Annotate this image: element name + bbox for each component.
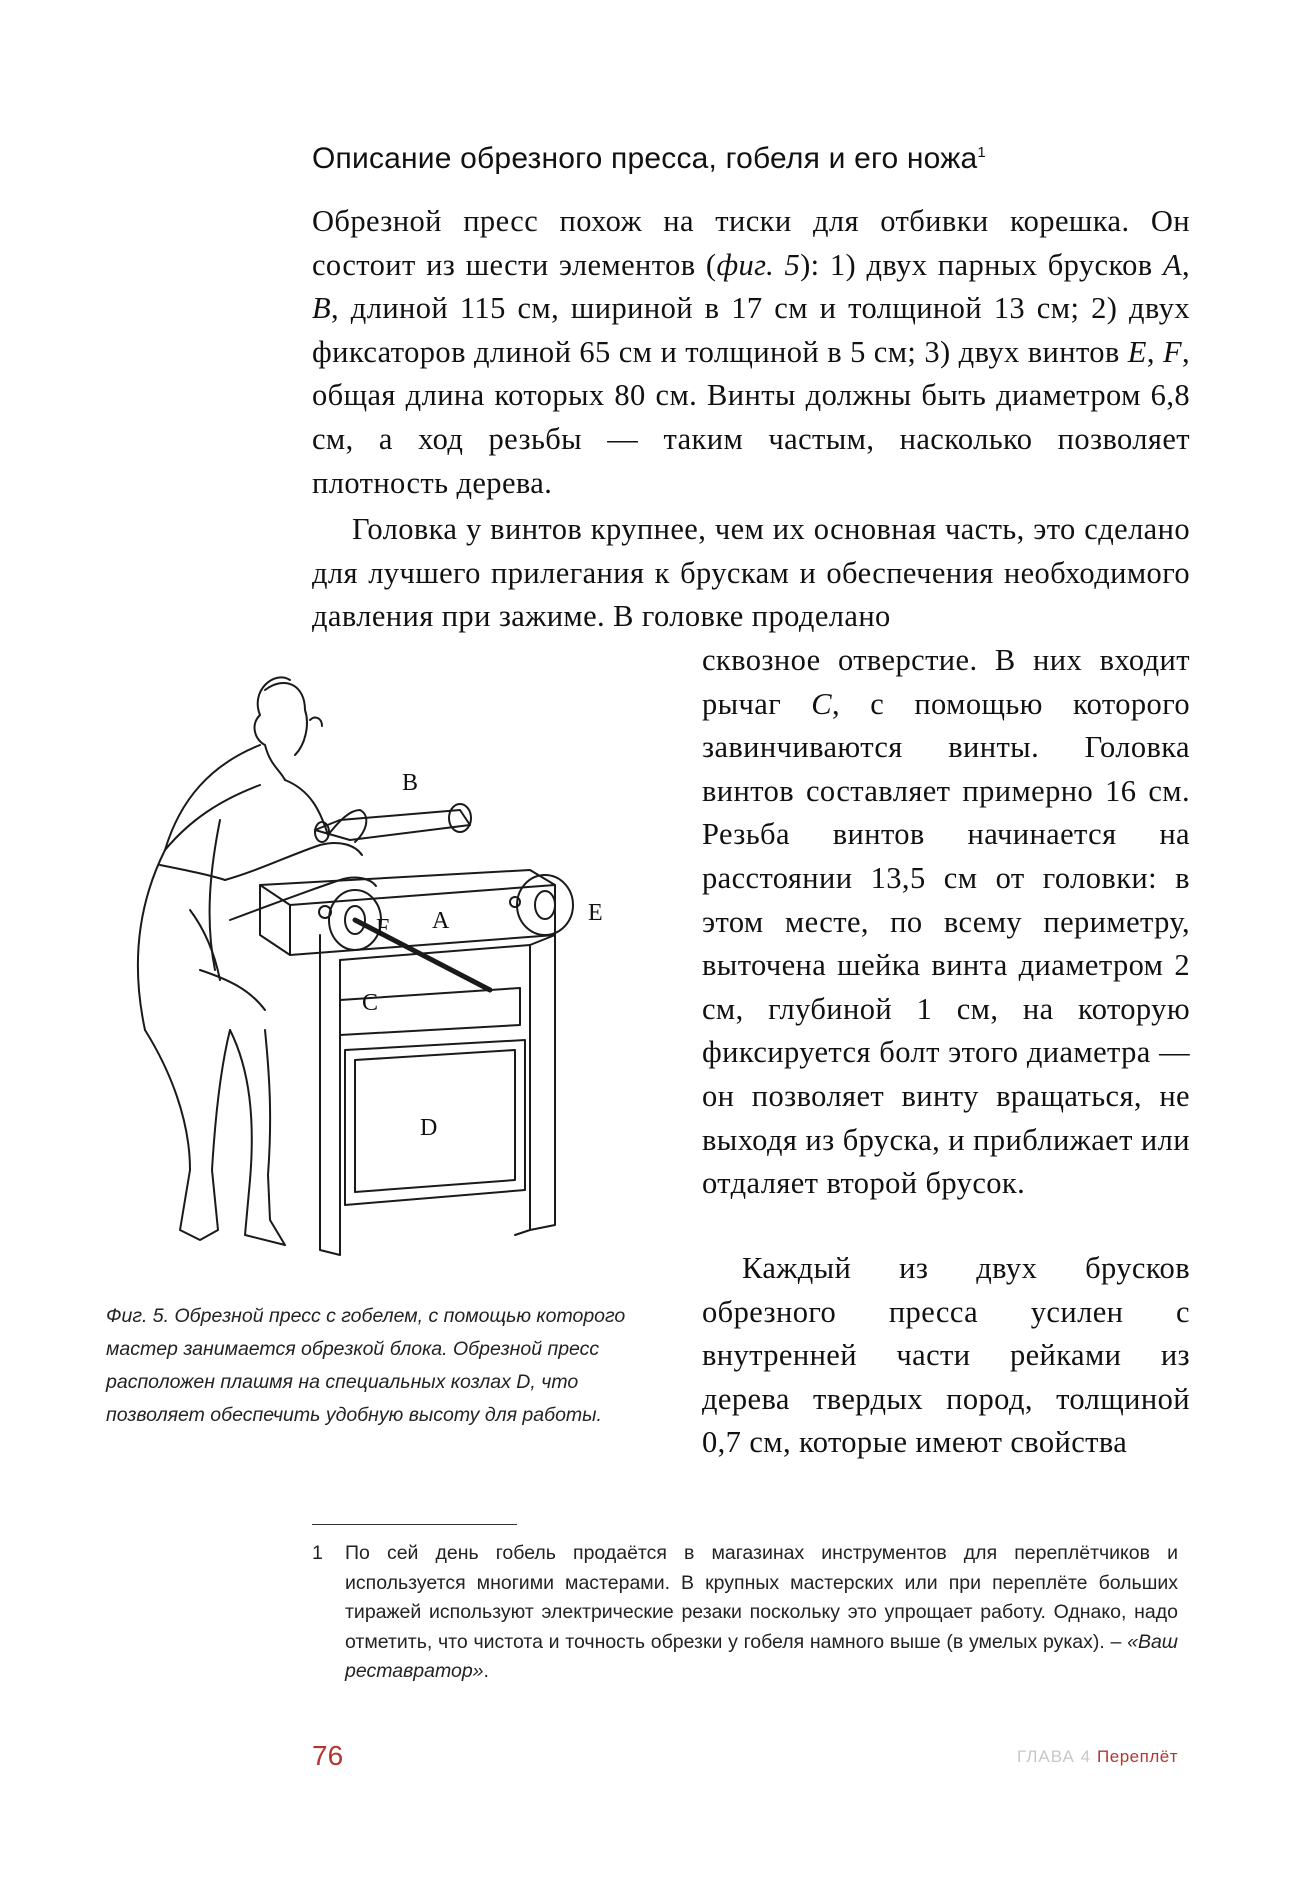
letter-c: C <box>811 686 833 721</box>
label-d: D <box>420 1115 438 1141</box>
label-f: F <box>376 915 390 941</box>
p1-text-2: ): 1) двух парных брусков <box>800 247 1163 282</box>
caption-text-1: Фиг. 5. Обрезной пресс с гобелем, с помощью которого мастер занимается обрезкой блока. Обрезной пресс расположен плашмя на специальных козлах <box>106 1305 626 1393</box>
letter-a: A <box>1162 247 1182 282</box>
p1-text-3: , <box>1181 247 1190 282</box>
footnote-body: По сей день гобель продаётся в магазинах инструментов для переплётчиков и используется многими мастерами. В крупных мастерских или при переплёте больших тиражей используют электрические резаки поскольку это упрощает работу. Однако, надо отметить, что чистота и точность обрезки у гобеля намного выше (в умелых руках). – <box>345 1542 1178 1653</box>
figure-caption <box>106 1300 642 1432</box>
page-number: 76 <box>312 1740 344 1771</box>
paragraph-2-column <box>702 639 1190 1206</box>
footnote <box>312 1539 1178 1687</box>
press-illustration <box>100 670 680 1270</box>
caption-letter-d: D <box>516 1371 531 1393</box>
heading-text: Описание обрезного пресса, гобеля и его ножа <box>312 142 978 175</box>
label-e: E <box>588 900 603 926</box>
footnote-divider <box>312 1524 517 1525</box>
p1-text-5: , <box>1146 334 1163 369</box>
footnote-number: 1 <box>312 1542 323 1564</box>
footnote-mark: 1 <box>977 144 986 161</box>
running-head-chapter: ГЛАВА 4 <box>1017 1747 1092 1766</box>
footnote-end: . <box>483 1660 489 1682</box>
paragraph-3 <box>702 1247 1190 1465</box>
section-heading <box>312 142 1192 176</box>
paragraph-1 <box>312 200 1190 505</box>
label-b: B <box>402 770 419 796</box>
p1-text-6: , общая длина которых 80 см. Винты должны быть диаметром 6,8 см, а ход резьбы — таким частым, насколько позволяет плотность дерева. <box>312 334 1190 500</box>
p2-text-2: сквозное отверстие. В них входит рычаг <box>702 643 1190 721</box>
p1-text-1: Обрезной пресс похож на тиски для отбивки корешка. Он состоит из шести элементов ( <box>312 204 1190 282</box>
running-head-title: Переплёт <box>1097 1747 1178 1766</box>
label-a: A <box>432 908 450 934</box>
press-drawing <box>260 804 573 1255</box>
letter-b: B <box>312 291 332 326</box>
fig-reference: фиг. 5 <box>716 247 801 282</box>
paragraph-2-top <box>312 508 1190 639</box>
p2-text-1: Головка у винтов крупнее, чем их основная часть, это сделано для лучшего прилегания к брускам и обеспечения необходимого давления при зажиме. В головке проделано <box>312 512 1190 634</box>
running-head <box>1017 1747 1178 1767</box>
label-c: C <box>362 990 379 1016</box>
caption-text-2: , что позволяет обеспечить удобную высоту для работы. <box>106 1371 602 1426</box>
p2-text-3: , с помощью которого завинчиваются винты. Головка винтов составляет примерно 16 см. Резьба винтов начинается на расстоянии 13,5 см от головки: в этом месте, по всему периметру, выточена шейка винта диаметром 2 см, глубиной 1 см, на которую фиксируется болт этого диаметра — он позволяет винту вращаться, не выходя из бруска, и приближает или отдаляет второй брусок. <box>702 686 1190 1201</box>
p3-text: Каждый из двух брусков обрезного пресса усилен с внутренней части рейками из дерева твердых пород, толщиной 0,7 см, которые имеют свойства <box>702 1251 1190 1460</box>
letter-f: F <box>1162 334 1182 369</box>
letter-e: E <box>1127 334 1147 369</box>
p1-text-4: , длиной 115 см, шириной в 17 см и толщиной 13 см; 2) двух фиксаторов длиной 65 см и толщиной в 5 см; 3) двух винтов <box>312 291 1190 369</box>
footnote-text <box>345 1539 1178 1687</box>
footnote-source: «Ваш реставратор» <box>345 1630 1178 1682</box>
